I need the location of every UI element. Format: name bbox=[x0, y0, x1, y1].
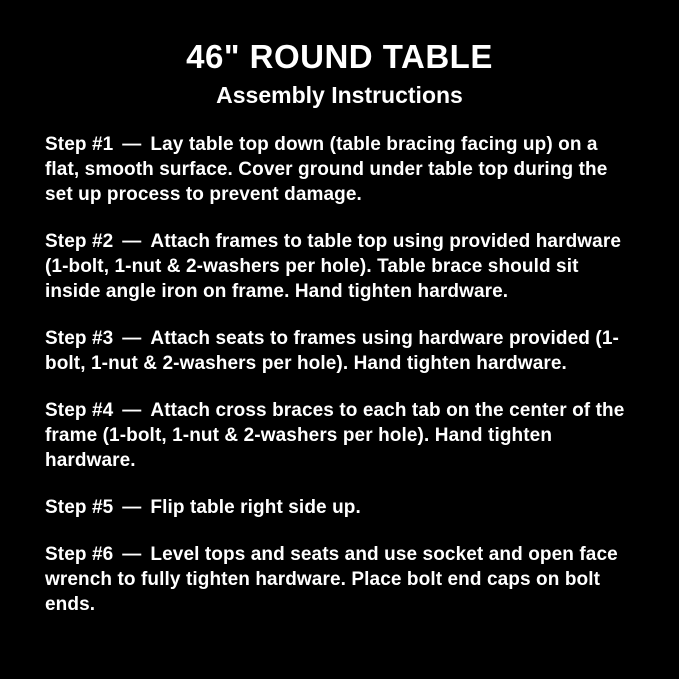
step-6-dash: — bbox=[122, 544, 142, 566]
step-4 bbox=[45, 398, 637, 473]
page-subtitle: Assembly Instructions bbox=[216, 81, 463, 108]
step-1-label: Step #1 bbox=[45, 134, 114, 156]
step-4-label: Step #4 bbox=[45, 400, 114, 422]
step-5 bbox=[45, 495, 637, 520]
step-6 bbox=[45, 542, 637, 617]
step-1-dash: — bbox=[122, 134, 142, 156]
step-6-text: Level tops and seats and use socket and open face wrench to fully tighten hardware. Place bolt end caps on bolt ends. bbox=[45, 544, 618, 616]
page-title: 46" ROUND TABLE bbox=[186, 38, 493, 75]
step-1 bbox=[45, 132, 637, 207]
step-5-label: Step #5 bbox=[45, 497, 114, 519]
step-2-label: Step #2 bbox=[45, 231, 114, 253]
step-2 bbox=[45, 229, 637, 304]
step-3-text: Attach seats to frames using hardware provided (1-bolt, 1-nut & 2-washers per hole). Hand tighten hardware. bbox=[45, 328, 619, 375]
step-5-dash: — bbox=[122, 497, 142, 519]
step-3-dash: — bbox=[122, 328, 142, 350]
step-2-text: Attach frames to table top using provided hardware (1-bolt, 1-nut & 2-washers per hole). Table brace should sit inside angle iron on frame. Hand tighten hardware. bbox=[45, 231, 621, 303]
step-1-text: Lay table top down (table bracing facing up) on a flat, smooth surface. Cover ground under table top during the set up process to prevent damage. bbox=[45, 134, 608, 206]
step-4-text: Attach cross braces to each tab on the center of the frame (1-bolt, 1-nut & 2-washers per hole). Hand tighten hardware. bbox=[45, 400, 625, 472]
steps-list bbox=[0, 132, 679, 617]
step-4-dash: — bbox=[122, 400, 142, 422]
step-3-label: Step #3 bbox=[45, 328, 114, 350]
step-3 bbox=[45, 326, 637, 376]
step-2-dash: — bbox=[122, 231, 142, 253]
step-5-text: Flip table right side up. bbox=[150, 497, 361, 519]
step-6-label: Step #6 bbox=[45, 544, 114, 566]
